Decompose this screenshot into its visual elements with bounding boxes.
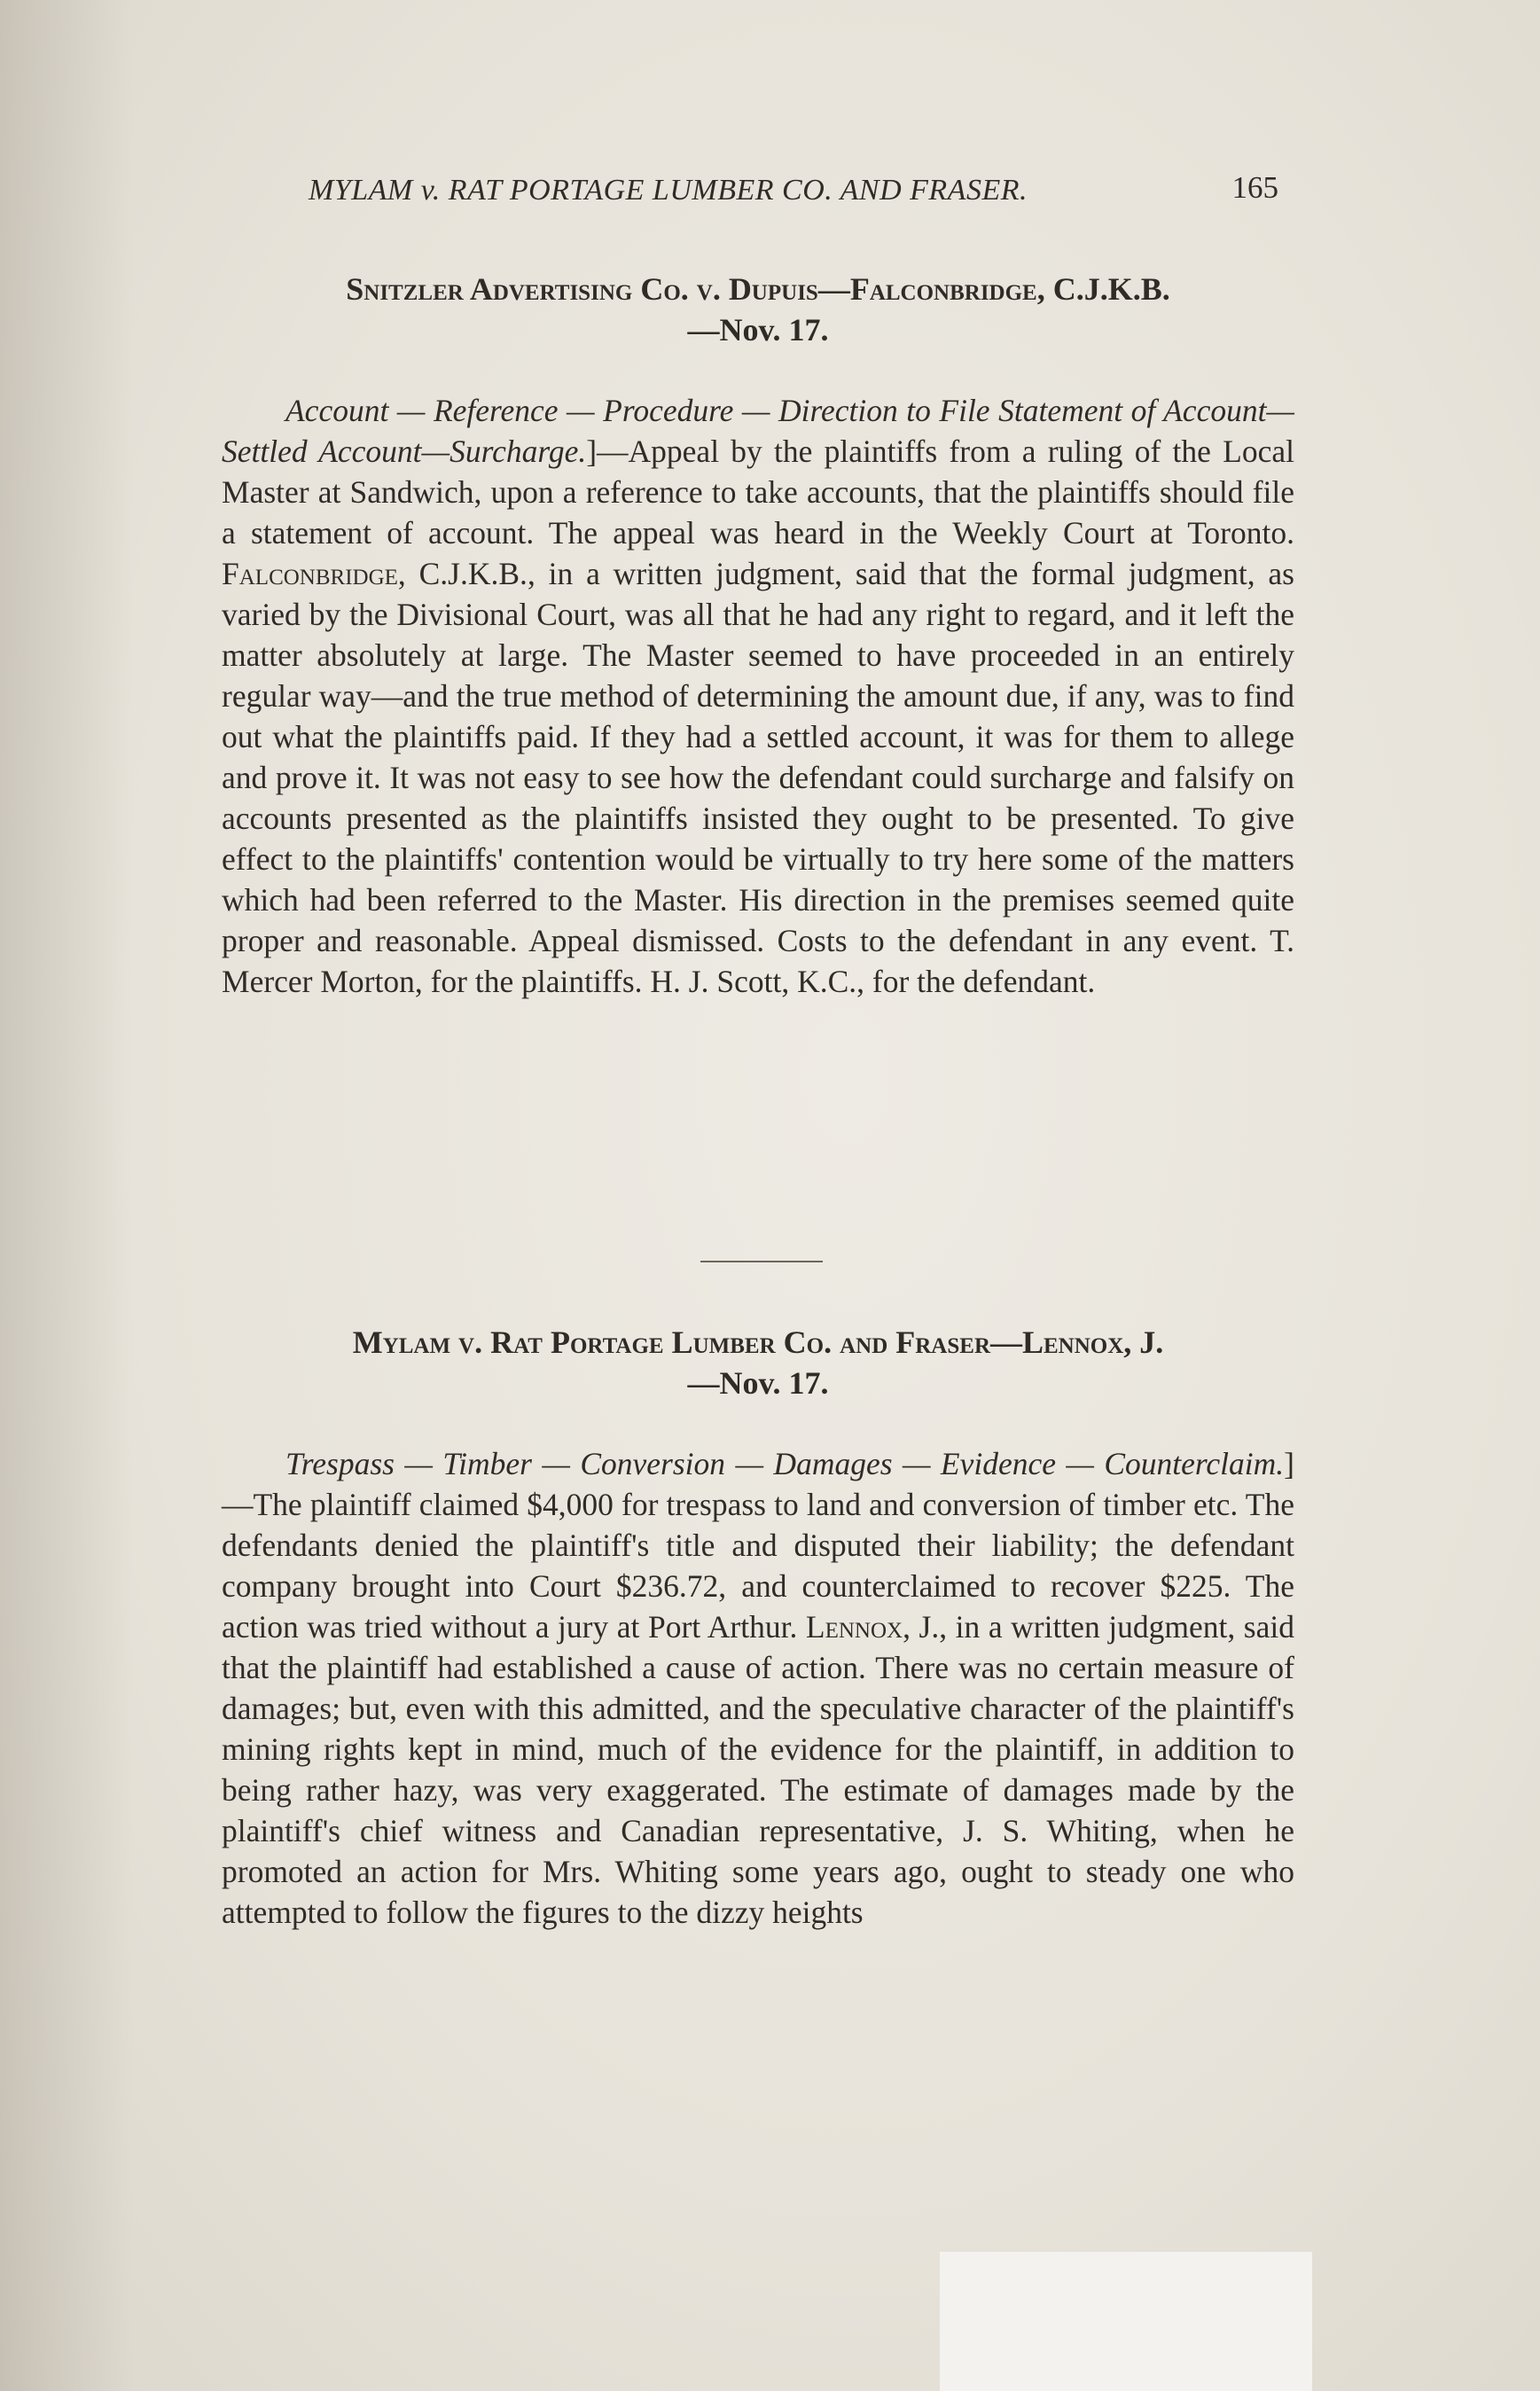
case-body — [222, 1443, 1294, 1933]
case-headnote: Trespass — Timber — Conversion — Damages — Evidence — Counterclaim. — [285, 1446, 1285, 1481]
section-divider — [700, 1261, 823, 1262]
case-judge: Falconbridge, C.J.K.B. — [222, 556, 528, 591]
page-header — [222, 170, 1286, 218]
case-body-text-before-judge: ]—Appeal by the plaintiffs from a ruling of the Local Master at Sandwich, upon a reference to take accounts, that the plaintiffs should file a statement of account. The appeal was heard in the Weekly Court at Toronto. — [222, 434, 1294, 551]
case-headnote: Account — Reference — Procedure — Direction to File Statement of Account—Settled Account—Surcharge. — [222, 393, 1294, 469]
case-body-text-before-judge: ]—The plaintiff claimed $4,000 for trespass to land and conversion of timber etc. The defendants denied the plaintiff's title and disputed their liability; the defendant company brought into Court $236.72, and counterclaimed to recover $225. The action was tried without a jury at Port Arthur. — [222, 1446, 1294, 1645]
binding-shadow — [0, 0, 133, 2391]
case-mylam — [222, 1322, 1294, 1933]
case-title — [222, 1322, 1294, 1403]
case-snitzler — [222, 269, 1294, 1002]
case-judge: Lennox, J. — [805, 1609, 940, 1645]
case-body — [222, 390, 1294, 1002]
case-title — [222, 269, 1294, 350]
running-head: MYLAM v. RAT PORTAGE LUMBER CO. AND FRASER. — [309, 174, 1028, 207]
case-date: —Nov. 17. — [687, 312, 829, 348]
page-number: 165 — [1231, 170, 1278, 205]
case-body-text-after-judge: , in a written judgment, said that the plaintiff had established a cause of action. There was no certain measure of damages; but, even with this admitted, and the speculative character of the plaintiff's mining rights kept in mind, much of the evidence for the plaintiff, in addition to being rather hazy, was very exaggerated. The estimate of damages made by the plaintiff's chief witness and Canadian representative, J. S. Whiting, when he promoted an action for Mrs. Whiting some years ago, ought to steady one who attempted to follow the figures to the dizzy heights — [222, 1609, 1294, 1930]
case-date: —Nov. 17. — [687, 1365, 829, 1401]
case-title-text: Snitzler Advertising Co. v. Dupuis—Falconbridge, C.J.K.B. — [346, 271, 1170, 307]
case-title-text: Mylam v. Rat Portage Lumber Co. and Fraser—Lennox, J. — [352, 1324, 1164, 1360]
case-body-text-after-judge: , in a written judgment, said that the formal judgment, as varied by the Divisional Court, was all that he had any right to regard, and it left the matter absolutely at large. The Master seemed to have proceeded in an entirely regular way—and the true method of determining the amount due, if any, was to find out what the plaintiffs paid. If they had a settled account, it was for them to allege and prove it. It was not easy to see how the defendant could surcharge and falsify on accounts presented as the plaintiffs insisted they ought to be presented. To give effect to the plaintiffs' contention would be virtually to try here some of the matters which had been referred to the Master. His direction in the premises seemed quite proper and reasonable. Appeal dismissed. Costs to the defendant in any event. T. Mercer Morton, for the plaintiffs. H. J. Scott, K.C., for the defendant. — [222, 556, 1295, 999]
paper-patch — [940, 2252, 1312, 2391]
